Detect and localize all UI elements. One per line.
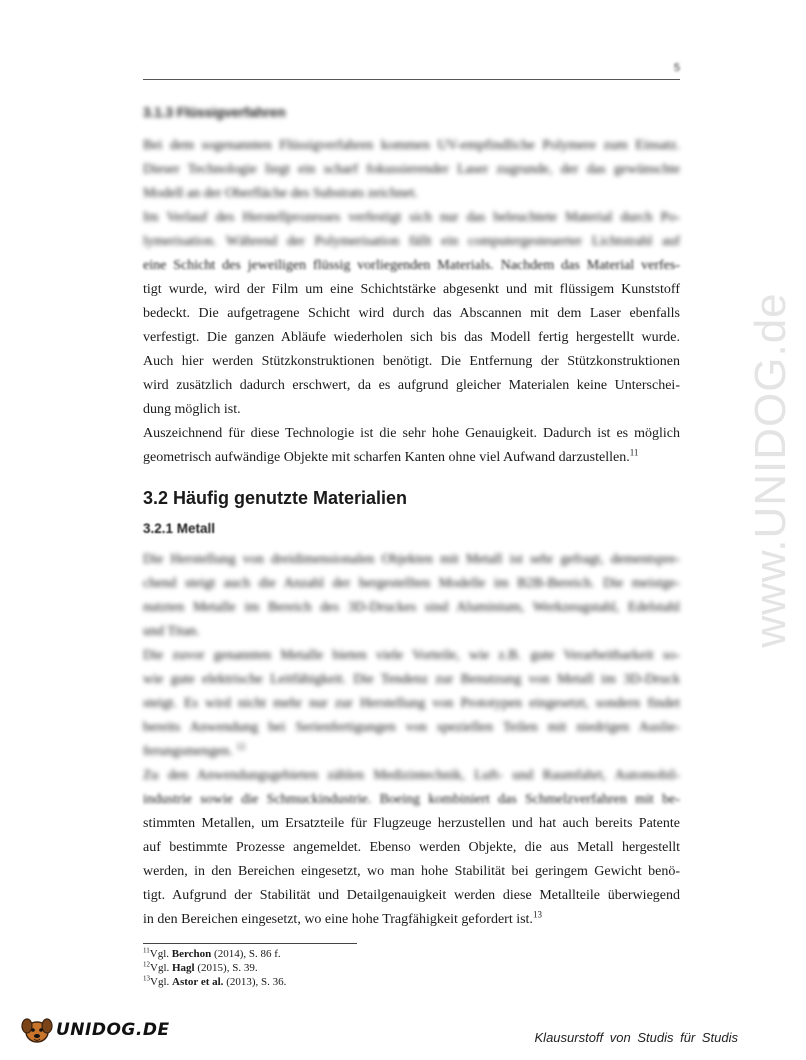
footnote-number: 11	[143, 946, 150, 955]
text-line: eine Schicht des jeweiligen flüssig vorliegenden Materials. Nachdem das Material verfes-	[143, 258, 680, 273]
text-line: und Titan.	[143, 624, 200, 639]
text-line: Zu den Anwendungsgebieten zählen Medizintechnik, Luft- und Raumfahrt, Automobil-	[143, 768, 680, 783]
text-line: bedeckt. Die aufgetragene Schicht wird durch das Abscannen mit dem Laser ebenfalls	[143, 306, 680, 321]
paragraph-metall	[143, 548, 680, 932]
text-line: Die Herstellung von dreidimensionalen Objekten mit Metall ist sehr gefragt, dementspre-	[143, 552, 680, 567]
footnote-author: Astor et al.	[172, 976, 224, 988]
text-line: lymerisation. Während der Polymerisation fällt ein computergesteuerter Lichtstrahl auf	[143, 234, 680, 249]
section-heading-3-1-3: 3.1.3 Flüssigverfahren	[143, 105, 286, 120]
page-number: 5	[673, 62, 680, 74]
footnote-source: (2015), S. 39.	[194, 962, 258, 974]
footnote-prefix: Vgl.	[150, 962, 172, 974]
footnote-ref[interactable]: 12	[236, 741, 246, 752]
text-line: wird zusätzlich dadurch erschwert, da es aufgrund gleicher Materialen keine Unterschei-	[143, 378, 680, 393]
text-line	[143, 908, 680, 932]
text-line: auf bestimmte Prozesse angemeldet. Ebenso werden Objekte, die aus Metall hergestellt	[143, 840, 680, 855]
text-line: nutzten Metalle im Bereich des 3D-Druckes sind Aluminium, Werkzeugstahl, Edelstahl	[143, 600, 680, 615]
section-heading-3-2-1: 3.2.1 Metall	[143, 521, 216, 536]
text-line-content: in den Bereichen eingesetzt, wo eine hohe Tragfähigkeit gefordert ist.	[143, 912, 533, 927]
footnote-rule	[143, 943, 357, 944]
footnote-ref[interactable]: 13	[532, 909, 542, 920]
text-line: verfestigt. Die ganzen Abläufe wiederholen sich bis das Modell fertig hergestellt wurde.	[143, 330, 680, 345]
unidog-logo[interactable]	[20, 1015, 170, 1045]
footnotes	[143, 947, 286, 989]
text-line: Im Verlauf des Herstellprozesses verfestigt sich nur das beleuchtete Material durch Po-	[143, 210, 680, 225]
footnote-prefix: Vgl.	[150, 976, 172, 988]
text-line: bereits Anwendung bei Serienfertigungen von speziellen Teilen mit niedrigen Auslie-	[143, 720, 680, 735]
footnote-number: 13	[143, 974, 150, 983]
text-line: tigt wurde, wird der Film um eine Schichtstärke abgesenkt und mit flüssigem Kunststoff	[143, 282, 680, 297]
text-line: tigt. Aufgrund der Stabilität und Detailgenauigkeit werden diese Metallteile überwiegend	[143, 888, 680, 903]
text-line-content: ferungsmengen.	[143, 744, 233, 759]
text-line: Auszeichnend für diese Technologie ist die sehr hohe Genauigkeit. Dadurch ist es möglich	[143, 426, 680, 441]
footnote	[143, 975, 286, 989]
footnote	[143, 961, 286, 975]
text-line: Auch hier werden Stützkonstruktionen benötigt. Die Entfernung der Stützkonstruktionen	[143, 354, 680, 369]
footnote-author: Berchon	[171, 948, 212, 960]
text-line: dung möglich ist.	[143, 402, 241, 417]
footnote-author: Hagl	[172, 962, 195, 974]
text-line	[143, 446, 680, 470]
text-line: werden, in den Bereichen eingesetzt, wo man hohe Stabilität bei geringem Gewicht benö-	[143, 864, 680, 879]
text-line: steigt. Es wird nicht mehr nur zur Herstellung von Prototypen eingesetzt, sondern findet	[143, 696, 680, 711]
footnote-number: 12	[143, 960, 150, 969]
text-line: stimmten Metallen, um Ersatzteile für Flugzeuge herzustellen und hat auch bereits Patente	[143, 816, 680, 831]
text-line-content: geometrisch aufwändige Objekte mit scharfen Kanten ohne viel Aufwand darzustellen.	[143, 450, 630, 465]
text-line: Dieser Technologie liegt ein scharf fokussierender Laser zugrunde, der das gewünschte	[143, 162, 680, 177]
dog-icon	[20, 1015, 54, 1045]
logo-text: UNIDOG.DE	[56, 1020, 170, 1040]
watermark: www.UNIDOG.de	[746, 292, 795, 648]
text-line: industrie sowie die Schmuckindustrie. Boeing kombiniert das Schmelzverfahren mit be-	[143, 792, 680, 807]
footnote-source: (2013), S. 36.	[223, 976, 287, 988]
text-line: Bei dem sogenannten Flüssigverfahren kommen UV-empfindliche Polymere zum Einsatz.	[143, 138, 680, 153]
text-line: Die zuvor genannten Metalle bieten viele Vorteile, wie z.B. gute Verarbeitbarkeit so-	[143, 648, 680, 663]
text-line: Modell an der Oberfläche des Substrats zeichnet.	[143, 186, 418, 201]
footnote-ref[interactable]: 11	[629, 447, 639, 458]
text-line	[143, 740, 680, 764]
section-heading-3-2: 3.2 Häufig genutzte Materialien	[143, 488, 408, 508]
page-content	[143, 105, 680, 932]
header-rule	[143, 79, 680, 80]
footnote-source: (2014), S. 86 f.	[211, 948, 281, 960]
footnote	[143, 947, 286, 961]
footer-tagline: Klausurstoff von Studis für Studis	[534, 1030, 738, 1045]
paragraph-fluessigverfahren	[143, 134, 680, 470]
footnote-prefix: Vgl.	[149, 948, 172, 960]
text-line: wie gute elektrische Leitfähigkeit. Die Tendenz zur Benutzung von Metall im 3D-Druck	[143, 672, 680, 687]
text-line: chend steigt auch die Anzahl der hergestellten Modelle im B2B-Bereich. Die meistge-	[143, 576, 680, 591]
